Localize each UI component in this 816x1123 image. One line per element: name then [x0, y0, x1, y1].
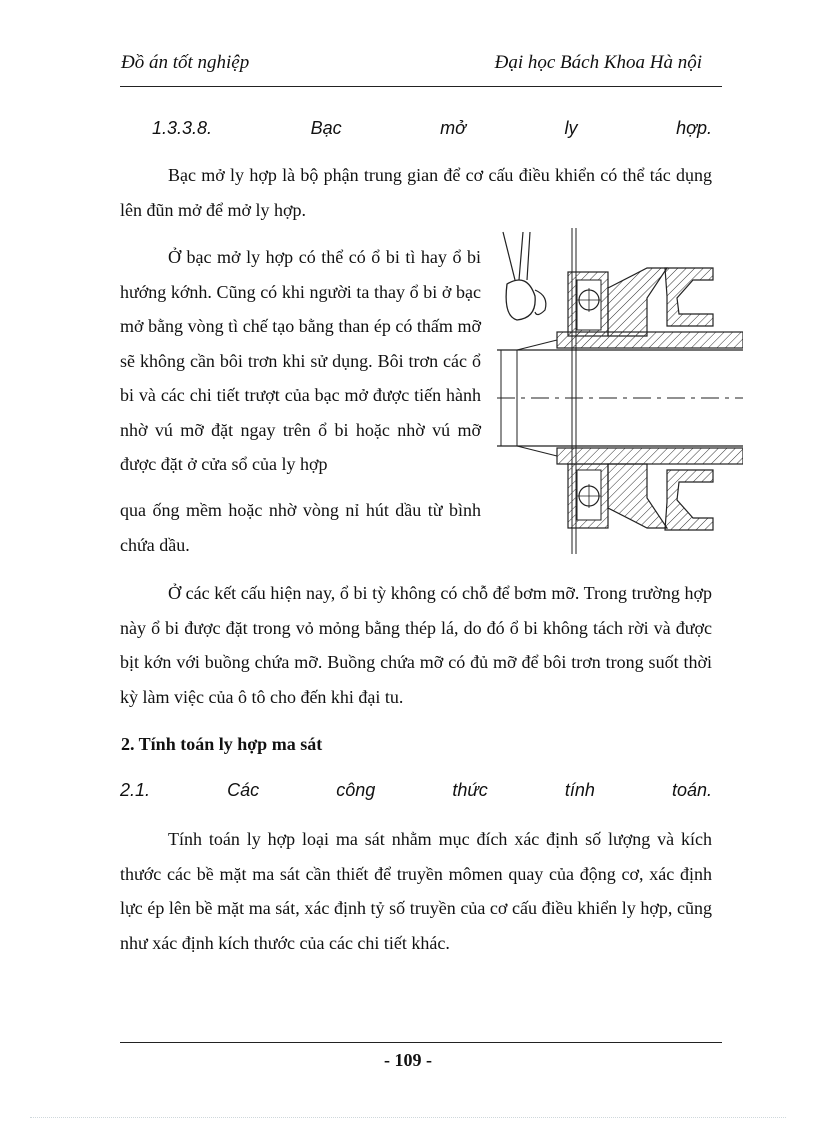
- heading-word: công: [336, 780, 376, 800]
- heading-word: mở: [440, 118, 467, 138]
- paragraph-2-continued: qua ống mềm hoặc nhờ vòng nỉ hút dầu từ bình chứa dầu.: [120, 500, 481, 555]
- section-heading-2: 2. Tính toán ly hợp ma sát: [121, 734, 323, 754]
- section-heading-21: [120, 780, 712, 801]
- release-bearing-drawing: [497, 228, 743, 554]
- header-right-title: Đại học Bách Khoa Hà nội: [494, 52, 702, 73]
- heading-word: Các: [227, 780, 260, 800]
- heading-word: tính: [564, 780, 595, 800]
- heading-word: hợp.: [676, 118, 712, 138]
- heading-word: 2.1.: [120, 780, 151, 800]
- page-number: - 109 -: [384, 1050, 432, 1070]
- heading-word: ly: [564, 118, 578, 138]
- heading-word: toán.: [671, 780, 712, 800]
- paragraph-2: Ở bạc mở ly hợp có thể có ổ bi tì hay ổ bi hướng kớnh. Cũng có khi người ta thay ổ bi ở bạc mở bằng vòng tì chế tạo bằng than ép có thấm mỡ sẽ không cần bôi trơn khi sử dụng. Bôi trơn các ổ bi và các chi tiết trượt của bạc mở được tiến hành nhờ vú mỡ đặt ngay trên ổ bi hoặc nhờ vú mỡ được đặt ở cửa sổ của ly hợp: [120, 247, 481, 474]
- paragraph-3: Ở các kết cấu hiện nay, ổ bi tỳ không có chỗ để bơm mỡ. Trong trường hợp này ổ bi được đặt trong vỏ mỏng bằng thép lá, do đó ổ bi không tách rời và được bịt kớn với buồng chứa mỡ. Buồng chứa mỡ có đủ mỡ để bôi trơn trong suốt thời kỳ làm việc của ô tô cho đến khi đại tu.: [120, 583, 712, 707]
- page-edge-divider: [30, 1117, 786, 1118]
- footer-rule: [120, 1042, 722, 1043]
- paragraph-1: Bạc mở ly hợp là bộ phận trung gian để cơ cấu điều khiển có thể tác dụng lên đũn mở để mở ly hợp.: [120, 165, 712, 220]
- section-heading-1338: [152, 118, 712, 139]
- header-rule: [120, 86, 722, 87]
- header-left-title: Đồ án tốt nghiệp: [121, 52, 250, 73]
- heading-word: thức: [452, 780, 488, 800]
- heading-word: Bạc: [310, 118, 342, 138]
- heading-word: 1.3.3.8.: [152, 118, 213, 138]
- paragraph-4: Tính toán ly hợp loại ma sát nhằm mục đích xác định số lượng và kích thước các bề mặt ma sát cần thiết để truyền mômen quay của động cơ, xác định lực ép lên bề mặt ma sát, xác định tỷ số truyền của cơ cấu điều khiển ly hợp, cũng như xác định kích thước của các chi tiết khác.: [120, 829, 712, 953]
